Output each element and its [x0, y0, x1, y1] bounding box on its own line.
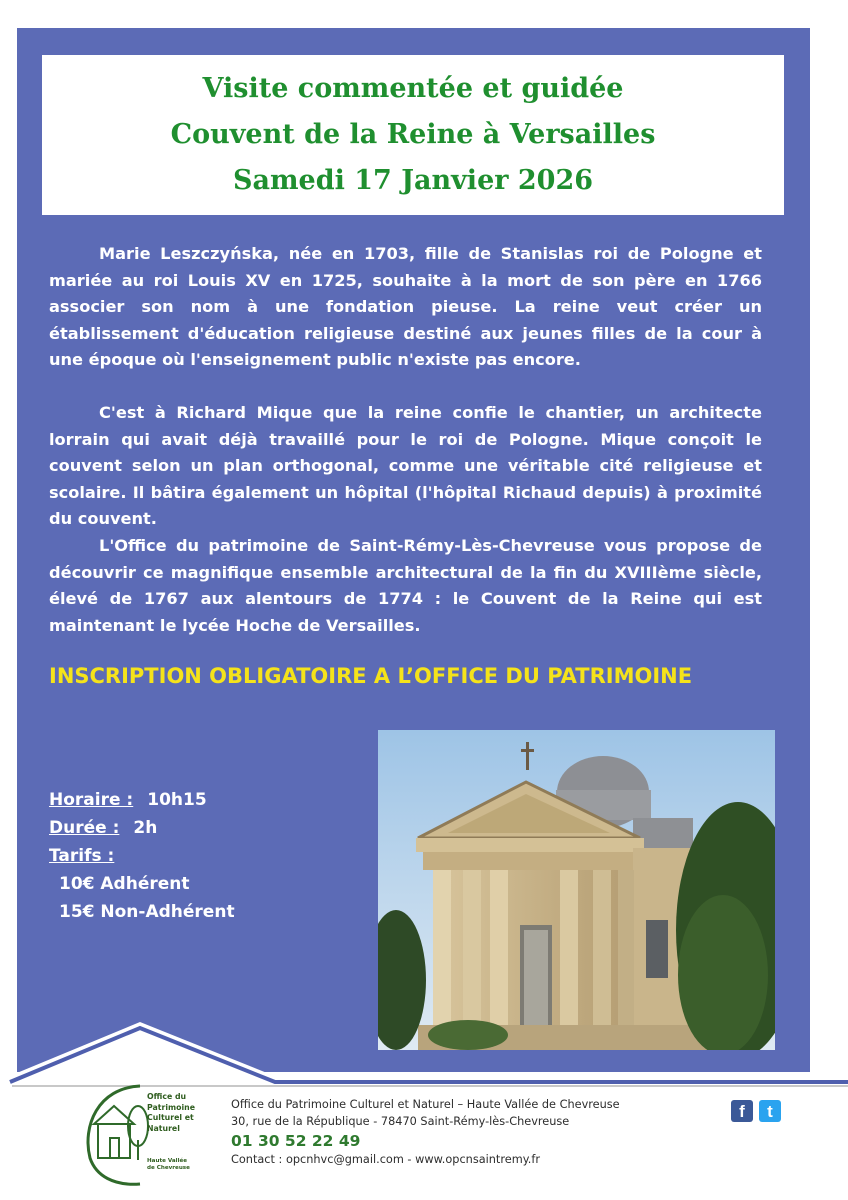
- footer-email-web: Contact : opcnhvc@gmail.com - www.opcnsaintremy.fr: [231, 1153, 540, 1166]
- paragraph-visit: L'Office du patrimoine de Saint-Rémy-Lès-Chevreuse vous propose de découvrir ce magnifique ensemble architectural de la fin du XVIIIème siècle, élevé de 1767 aux alentours de 1774 : le Couvent de la Reine qui est maintenant le lycée Hoche de Versailles.: [49, 536, 762, 635]
- chapel-photo: [378, 730, 775, 1050]
- horaire-value: 10h15: [147, 790, 207, 810]
- horaire-label: Horaire :: [49, 790, 134, 810]
- social-links: [731, 1100, 781, 1122]
- event-title: Visite commentée et guidée: [202, 73, 624, 104]
- twitter-icon[interactable]: t: [759, 1100, 781, 1122]
- logo-text: Office du Patrimoine Culturel et Naturel: [147, 1092, 196, 1133]
- tarifs-label: Tarifs :: [49, 846, 115, 866]
- facebook-icon[interactable]: f: [731, 1100, 753, 1122]
- paragraph-architect: C'est à Richard Mique que la reine confie le chantier, un architecte lorrain qui avait déjà travaillé pour le roi de Pologne. Mique conçoit le couvent selon un plan orthogonal, comme une véritable cité religieuse et scolaire. Il bâtira également un hôpital (l'hôpital Richaud depuis) à proximité du couvent.: [49, 403, 762, 529]
- tarif-adherent: 10€ Adhérent: [59, 874, 190, 894]
- paragraph-history: Marie Leszczyńska, née en 1703, fille de Stanislas roi de Pologne et mariée au roi Louis XV en 1725, souhaite à la mort de son père en 1766 associer son nom à une fondation pieuse. La reine veut créer un établissement d'éducation religieuse destiné aux jeunes filles de la cour à une époque où l'enseignement public n'existe pas encore.: [49, 244, 762, 370]
- footer-org: Office du Patrimoine Culturel et Naturel – Haute Vallée de Chevreuse: [231, 1098, 620, 1111]
- inscription-notice: INSCRIPTION OBLIGATOIRE A L’OFFICE DU PATRIMOINE: [49, 664, 693, 688]
- duree-value: 2h: [133, 818, 158, 838]
- event-date: Samedi 17 Janvier 2026: [232, 165, 594, 196]
- logo-subtitle: Haute Vallée de Chevreuse: [147, 1158, 190, 1171]
- duree-label: Durée :: [49, 818, 120, 838]
- tarif-non-adherent: 15€ Non-Adhérent: [59, 902, 235, 922]
- title-box: [42, 55, 784, 215]
- footer-phone: 01 30 52 22 49: [231, 1132, 361, 1150]
- event-location: Couvent de la Reine à Versailles: [170, 119, 656, 150]
- footer-address: 30, rue de la République - 78470 Saint-Rémy-lès-Chevreuse: [231, 1114, 570, 1128]
- footer-contact: [231, 1097, 620, 1169]
- visit-info: [49, 786, 235, 926]
